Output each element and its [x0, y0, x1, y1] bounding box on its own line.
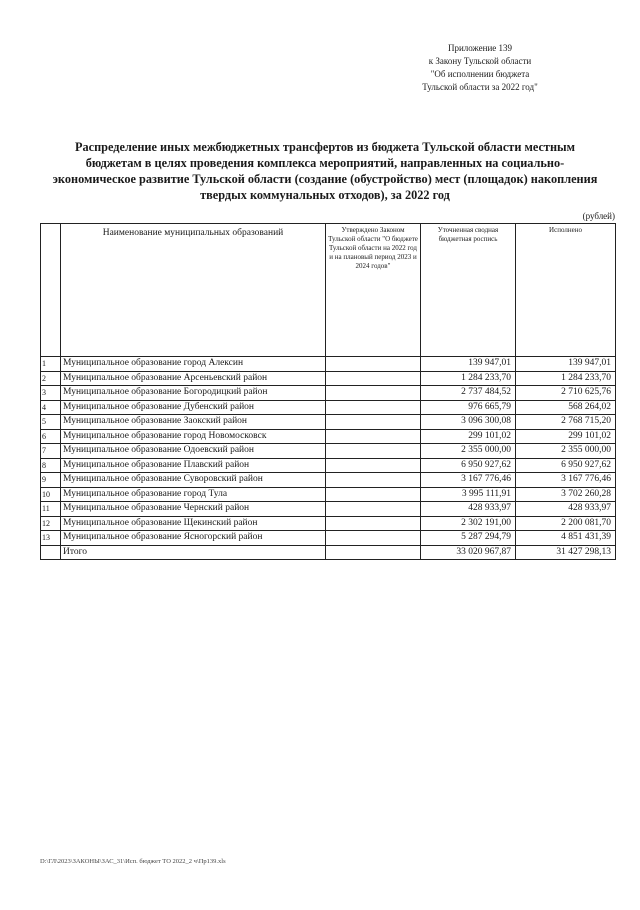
header-refined: Уточненная сводная бюджетная роспись — [421, 224, 516, 357]
refined-amount: 428 933,97 — [421, 502, 516, 517]
executed-amount: 1 284 233,70 — [516, 371, 616, 386]
approved-amount — [326, 371, 421, 386]
refined-amount: 2 302 191,00 — [421, 516, 516, 531]
row-number: 1 — [41, 357, 61, 372]
total-refined: 33 020 967,87 — [421, 545, 516, 560]
appendix-header — [380, 42, 580, 94]
row-number: 10 — [41, 487, 61, 502]
total-approved — [326, 545, 421, 560]
executed-amount: 3 702 260,28 — [516, 487, 616, 502]
approved-amount — [326, 458, 421, 473]
municipality-name: Муниципальное образование Суворовский район — [61, 473, 326, 488]
municipality-name: Муниципальное образование город Алексин — [61, 357, 326, 372]
document-title — [40, 139, 610, 203]
municipality-name: Муниципальное образование Щекинский район — [61, 516, 326, 531]
refined-amount: 139 947,01 — [421, 357, 516, 372]
approved-amount — [326, 473, 421, 488]
header-executed: Исполнено — [516, 224, 616, 357]
table-header-row — [41, 224, 616, 357]
executed-amount: 568 264,02 — [516, 400, 616, 415]
table-row — [41, 473, 616, 488]
appendix-line: Приложение 139 — [447, 43, 513, 53]
refined-amount: 1 284 233,70 — [421, 371, 516, 386]
municipality-name: Муниципальное образование Дубенский район — [61, 400, 326, 415]
row-number: 8 — [41, 458, 61, 473]
executed-amount: 3 167 776,46 — [516, 473, 616, 488]
table-row — [41, 400, 616, 415]
executed-amount: 2 710 625,76 — [516, 386, 616, 401]
executed-amount: 4 851 431,39 — [516, 531, 616, 546]
table-row — [41, 415, 616, 430]
refined-amount: 2 355 000,00 — [421, 444, 516, 459]
refined-amount: 2 737 484,52 — [421, 386, 516, 401]
row-number: 12 — [41, 516, 61, 531]
approved-amount — [326, 502, 421, 517]
transfers-table — [40, 223, 616, 560]
approved-amount — [326, 357, 421, 372]
executed-amount: 6 950 927,62 — [516, 458, 616, 473]
title-line: экономическое развитие Тульской области (создание (обустройство) мест (площадок) накопления — [52, 172, 598, 186]
header-number — [41, 224, 61, 357]
executed-amount: 2 200 081,70 — [516, 516, 616, 531]
table-row — [41, 531, 616, 546]
table-row — [41, 429, 616, 444]
approved-amount — [326, 487, 421, 502]
row-number: 7 — [41, 444, 61, 459]
table-row — [41, 386, 616, 401]
title-line: бюджетам в целях проведения комплекса мероприятий, направленных на социально- — [85, 156, 565, 170]
total-executed: 31 427 298,13 — [516, 545, 616, 560]
table-row — [41, 357, 616, 372]
executed-amount: 2 355 000,00 — [516, 444, 616, 459]
table-row — [41, 458, 616, 473]
row-number: 5 — [41, 415, 61, 430]
municipality-name: Муниципальное образование Одоевский район — [61, 444, 326, 459]
approved-amount — [326, 415, 421, 430]
approved-amount — [326, 531, 421, 546]
unit-label: (рублей) — [582, 211, 615, 221]
row-number: 2 — [41, 371, 61, 386]
appendix-line: к Закону Тульской области — [428, 56, 532, 66]
refined-amount: 976 665,79 — [421, 400, 516, 415]
refined-amount: 6 950 927,62 — [421, 458, 516, 473]
table-row — [41, 516, 616, 531]
row-number: 13 — [41, 531, 61, 546]
refined-amount: 3 096 300,08 — [421, 415, 516, 430]
municipality-name: Муниципальное образование Заокский район — [61, 415, 326, 430]
row-number: 3 — [41, 386, 61, 401]
refined-amount: 299 101,02 — [421, 429, 516, 444]
header-approved: Утверждено Законом Тульской области "О бюджете Тульской области на 2022 год и на плановый период 2023 и 2024 годов" — [326, 224, 421, 357]
row-number: 6 — [41, 429, 61, 444]
executed-amount: 428 933,97 — [516, 502, 616, 517]
table-row — [41, 371, 616, 386]
header-name: Наименование муниципальных образований — [61, 224, 326, 357]
title-line: Распределение иных межбюджетных трансфертов из бюджета Тульской области местным — [74, 140, 576, 154]
refined-amount: 3 995 111,91 — [421, 487, 516, 502]
appendix-line: Тульской области за 2022 год" — [422, 82, 538, 92]
approved-amount — [326, 516, 421, 531]
municipality-name: Муниципальное образование Богородицкий район — [61, 386, 326, 401]
municipality-name: Муниципальное образование город Новомосковск — [61, 429, 326, 444]
approved-amount — [326, 386, 421, 401]
approved-amount — [326, 400, 421, 415]
table-row — [41, 487, 616, 502]
refined-amount: 5 287 294,79 — [421, 531, 516, 546]
table-row — [41, 502, 616, 517]
total-number-cell — [41, 545, 61, 560]
row-number: 11 — [41, 502, 61, 517]
appendix-line: "Об исполнении бюджета — [430, 69, 530, 79]
file-path-footer: D:\ГЛ\2023\ЗАКОНЫ\ЗАС_31\Исп. бюджет ТО 2022_2 ч\Пр139.xls — [40, 858, 226, 865]
total-row — [41, 545, 616, 560]
title-line: твердых коммунальных отходов), за 2022 год — [200, 188, 450, 202]
table-row — [41, 444, 616, 459]
municipality-name: Муниципальное образование город Тула — [61, 487, 326, 502]
executed-amount: 299 101,02 — [516, 429, 616, 444]
total-label: Итого — [61, 545, 326, 560]
municipality-name: Муниципальное образование Чернский район — [61, 502, 326, 517]
municipality-name: Муниципальное образование Плавский район — [61, 458, 326, 473]
approved-amount — [326, 429, 421, 444]
municipality-name: Муниципальное образование Ясногорский район — [61, 531, 326, 546]
row-number: 4 — [41, 400, 61, 415]
row-number: 9 — [41, 473, 61, 488]
municipality-name: Муниципальное образование Арсеньевский район — [61, 371, 326, 386]
executed-amount: 2 768 715,20 — [516, 415, 616, 430]
executed-amount: 139 947,01 — [516, 357, 616, 372]
refined-amount: 3 167 776,46 — [421, 473, 516, 488]
approved-amount — [326, 444, 421, 459]
